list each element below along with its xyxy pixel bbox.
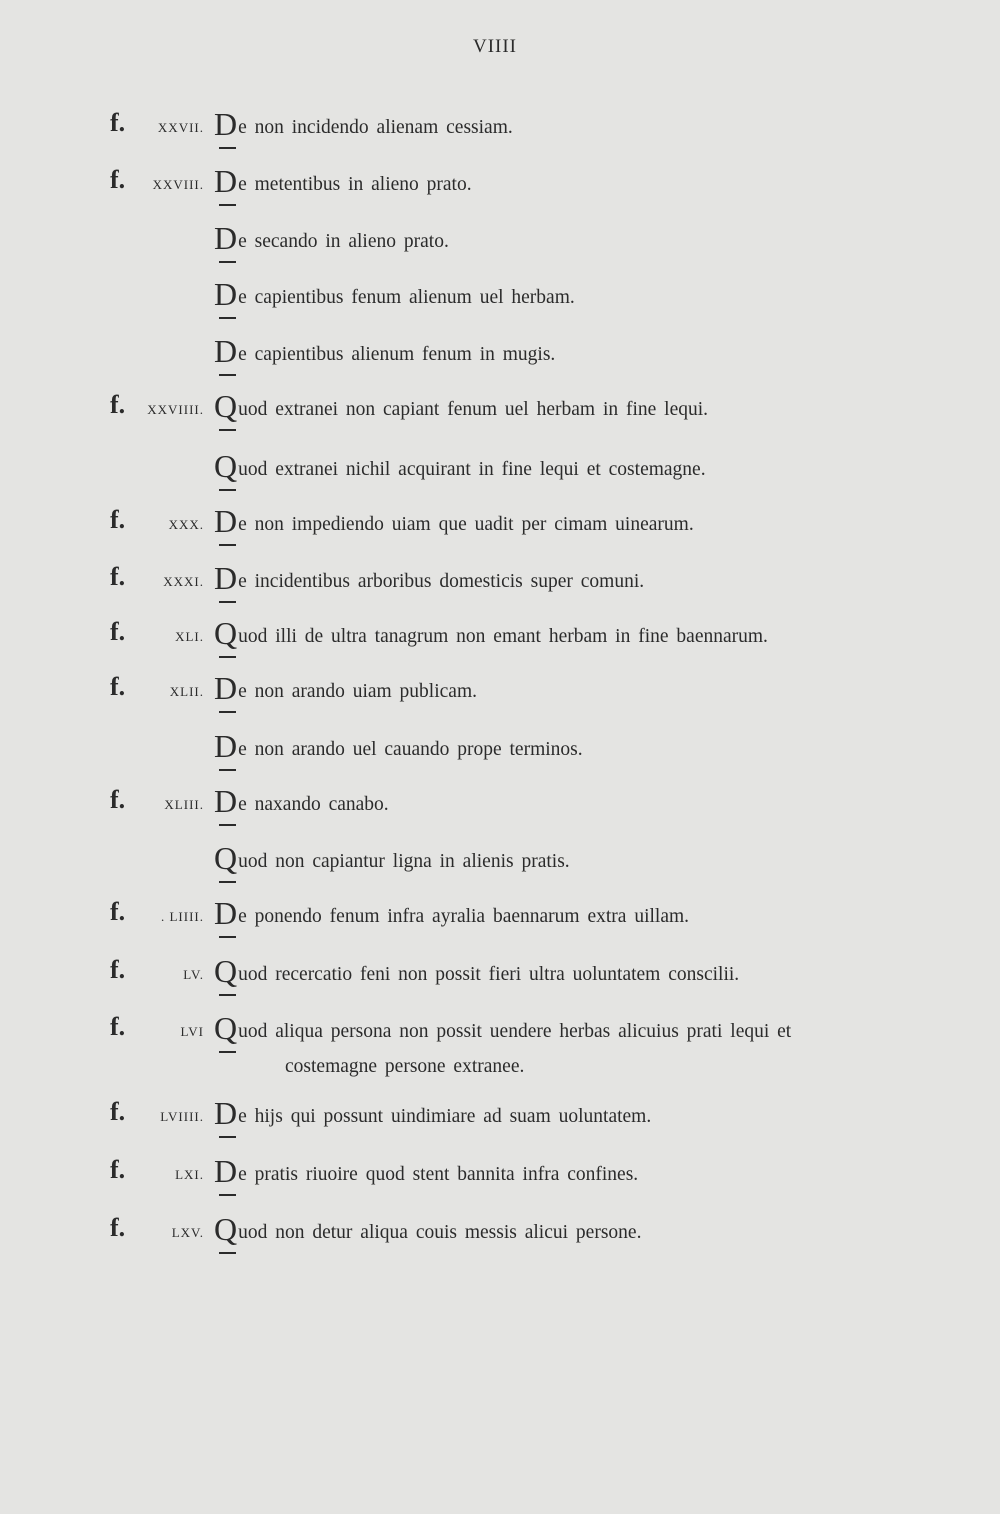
entry-text [214,278,575,310]
entry-row [0,505,1000,565]
initial-letter: Q [214,840,238,876]
folio-mark: f. [110,108,126,137]
folio-mark: f. [110,617,126,646]
folio-mark: f. [110,1213,126,1242]
entry-title: e ponendo fenum infra ayralia baennarum extra uillam. [238,906,690,927]
initial-letter: D [214,220,238,256]
entry-text [214,955,739,987]
entry-row [0,672,1000,732]
entry-row [0,390,1000,450]
entry-title: e naxando canabo. [238,794,389,815]
initial-letter: D [214,503,238,539]
chapter-numeral: LV. [183,967,204,982]
chapter-numeral: LVIIII. [160,1109,204,1124]
folio-mark: f. [110,165,126,194]
chapter-numeral: LXV. [171,1225,204,1240]
initial-letter: D [214,333,238,369]
entry-title: e incidentibus arboribus domesticis super comuni. [238,571,645,592]
entry-text [214,108,513,140]
entry-text [214,1097,651,1129]
entry-title: e non arando uiam publicam. [238,681,477,702]
entry-row [0,1155,1000,1215]
entry-text [214,1155,638,1187]
entry-row [0,165,1000,225]
initial-letter: Q [214,953,238,989]
entry-title: e non incidendo alienam cessiam. [238,117,513,138]
entry-row [0,1097,1000,1157]
chapter-numeral: LXI. [175,1167,204,1182]
entry-text [214,1012,791,1044]
initial-letter: Q [214,1010,238,1046]
entry-row [0,842,1000,902]
chapter-numeral: XXVIII. [152,177,204,192]
folio-mark: f. [110,390,126,419]
entry-text [214,672,477,704]
entry-title: e non impediendo uiam que uadit per cimam uinearum. [238,514,694,535]
entry-title: uod extranei nichil acquirant in fine lequi et costemagne. [238,459,706,480]
entry-text [214,785,389,817]
entry-title: uod aliqua persona non possit uendere herbas alicuius prati lequi et [238,1021,792,1042]
chapter-numeral: XLI. [175,629,204,644]
initial-letter: D [214,560,238,596]
entry-title: e capientibus alienum fenum in mugis. [238,344,556,365]
chapter-numeral: XXVIIII. [147,402,204,417]
entry-text [214,390,708,422]
entry-row [0,278,1000,338]
folio-mark: f. [110,897,126,926]
initial-letter: D [214,670,238,706]
entry-row [0,108,1000,168]
entry-text [214,335,555,367]
entry-row [0,785,1000,845]
initial-letter: D [214,1153,238,1189]
entry-title: e capientibus fenum alienum uel herbam. [238,287,575,308]
chapter-numeral: XXX. [168,517,204,532]
entry-text [214,222,449,254]
entry-row [0,222,1000,282]
entry-row [0,617,1000,677]
entry-row [0,1213,1000,1273]
entry-text [214,897,689,929]
entry-row [0,955,1000,1015]
entry-title: e non arando uel cauando prope terminos. [238,739,583,760]
entry-title: e pratis riuoire quod stent bannita infra confines. [238,1164,639,1185]
folio-mark: f. [110,562,126,591]
folio-mark: f. [110,1097,126,1126]
folio-mark: f. [110,1012,126,1041]
chapter-numeral: . LIIII. [160,909,204,924]
initial-letter: Q [214,388,238,424]
chapter-numeral: XLII. [169,684,204,699]
chapter-numeral: XXXI. [163,574,204,589]
initial-letter: D [214,106,238,142]
folio-mark: f. [110,955,126,984]
entry-title: uod recercatio feni non possit fieri ultra uoluntatem conscilii. [238,964,740,985]
entry-text [214,730,583,762]
initial-letter: D [214,728,238,764]
entry-title: uod non capiantur ligna in alienis pratis. [238,851,570,872]
initial-letter: D [214,895,238,931]
entry-continuation: costemagne persone extranee. [285,1056,525,1077]
folio-mark: f. [110,672,126,701]
initial-letter: Q [214,1211,238,1247]
entry-title: e metentibus in alieno prato. [238,174,472,195]
chapter-numeral: LVI [180,1024,204,1039]
folio-mark: f. [110,785,126,814]
entry-row [0,335,1000,395]
entry-title: uod non detur aliqua couis messis alicui persone. [238,1222,642,1243]
entry-title: e secando in alieno prato. [238,231,449,252]
entry-text [214,562,644,594]
entry-row [0,897,1000,957]
entry-title: e hijs qui possunt uindimiare ad suam uoluntatem. [238,1106,652,1127]
entry-title: uod extranei non capiant fenum uel herbam in fine lequi. [238,399,709,420]
entry-row [0,562,1000,622]
initial-letter: D [214,1095,238,1131]
entry-text [214,1213,641,1245]
page-number: VIIII [472,36,518,57]
entry-text [214,842,570,874]
entry-row [0,1010,1000,1077]
entry-text [214,617,768,649]
initial-letter: Q [214,615,238,651]
entry-row [0,730,1000,790]
entry-text [214,450,706,482]
chapter-numeral: XLIII. [164,797,204,812]
initial-letter: D [214,163,238,199]
entry-text [214,165,472,197]
folio-mark: f. [110,1155,126,1184]
entry-row [0,450,1000,510]
initial-letter: D [214,276,238,312]
entry-text [214,505,694,537]
initial-letter: Q [214,448,238,484]
chapter-numeral: XXVII. [157,120,204,135]
folio-mark: f. [110,505,126,534]
entry-title: uod illi de ultra tanagrum non emant herbam in fine baennarum. [238,626,768,647]
initial-letter: D [214,783,238,819]
